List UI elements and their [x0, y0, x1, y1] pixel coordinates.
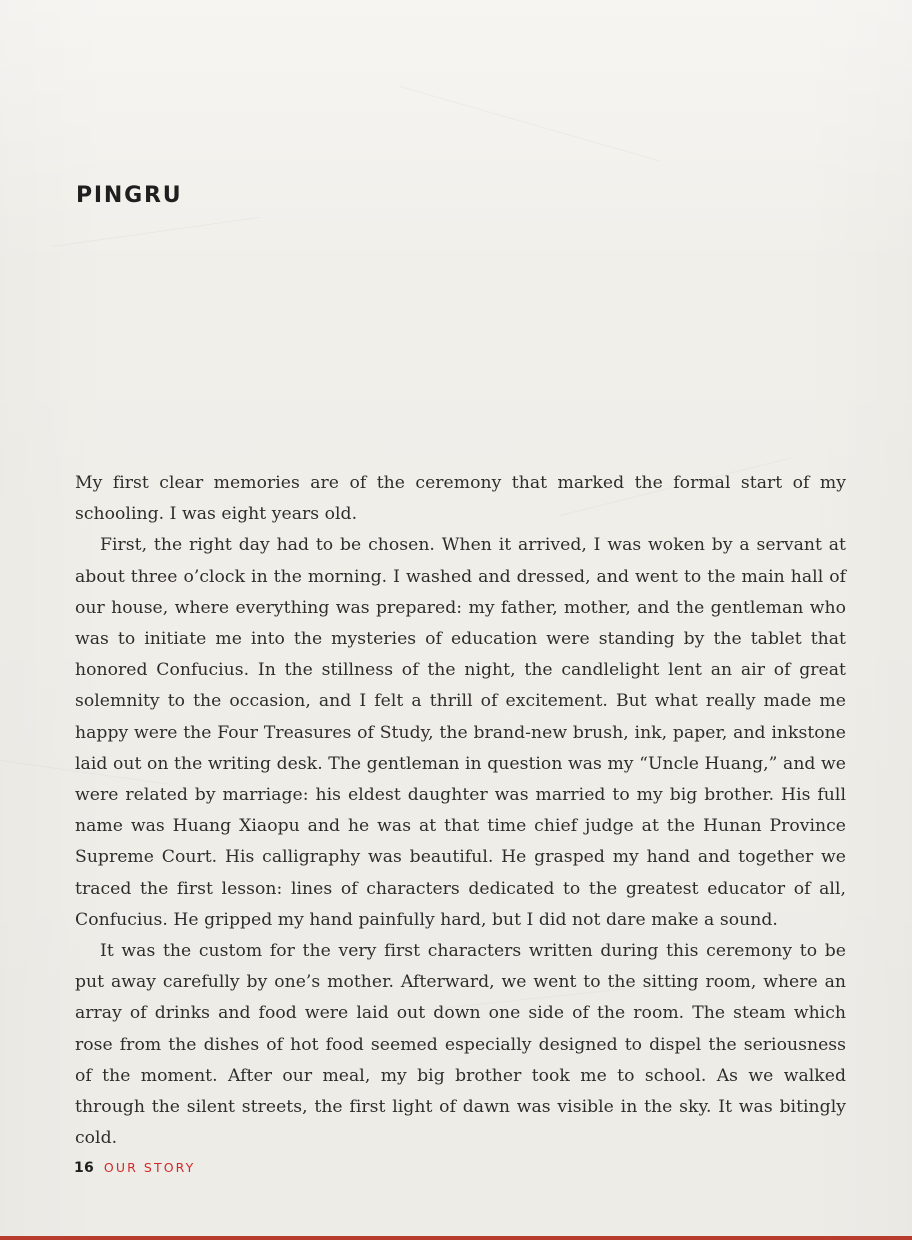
chapter-body [75, 468, 846, 1154]
page-footer [74, 1160, 195, 1176]
section-title: OUR STORY [103, 1160, 196, 1175]
paragraph-1: My first clear memories are of the ceremony that marked the formal start of my schooling. I was eight years old. [75, 473, 846, 525]
paragraph-3: It was the custom for the very first characters written during this ceremony to be put away carefully by one’s mother. Afterward, we went to the sitting room, where an array of drinks and food were laid out down one side of the room. The steam which rose from the dishes of hot food seemed especially designed to dispel the seriousness of the moment. After our meal, my big brother took me to school. As we walked through the silent streets, the first light of dawn was visible in the sky. It was bitingly cold. [75, 941, 846, 1149]
bottom-page-edge [0, 1236, 912, 1240]
paper-crease-2 [400, 86, 660, 161]
paragraph-2: First, the right day had to be chosen. When it arrived, I was woken by a servant at about three o’clock in the morning. I washed and dressed, and went to the main hall of our house, where everything was prepared: my father, mother, and the gentleman who was to initiate me into the mysteries of education were standing by the tablet that honored Confucius. In the stillness of the night, the candlelight lent an air of great solemnity to the occasion, and I felt a thrill of excitement. But what really made me happy were the Four Treasures of Study, the brand-new brush, ink, paper, and inkstone laid out on the writing desk. The gentleman in question was my “Uncle Huang,” and we were related by marriage: his eldest daughter was married to my big brother. His full name was Huang Xiaopu and he was at that time chief judge at the Hunan Province Supreme Court. His calligraphy was beautiful. He grasped my hand and together we traced the first lesson: lines of characters dedicated to the greatest educator of all, Confucius. He gripped my hand painfully hard, but I did not dare make a sound. [75, 535, 846, 930]
paper-crease-1 [52, 217, 260, 247]
page-number: 16 [74, 1160, 94, 1176]
chapter-title: PINGRU [76, 183, 183, 208]
